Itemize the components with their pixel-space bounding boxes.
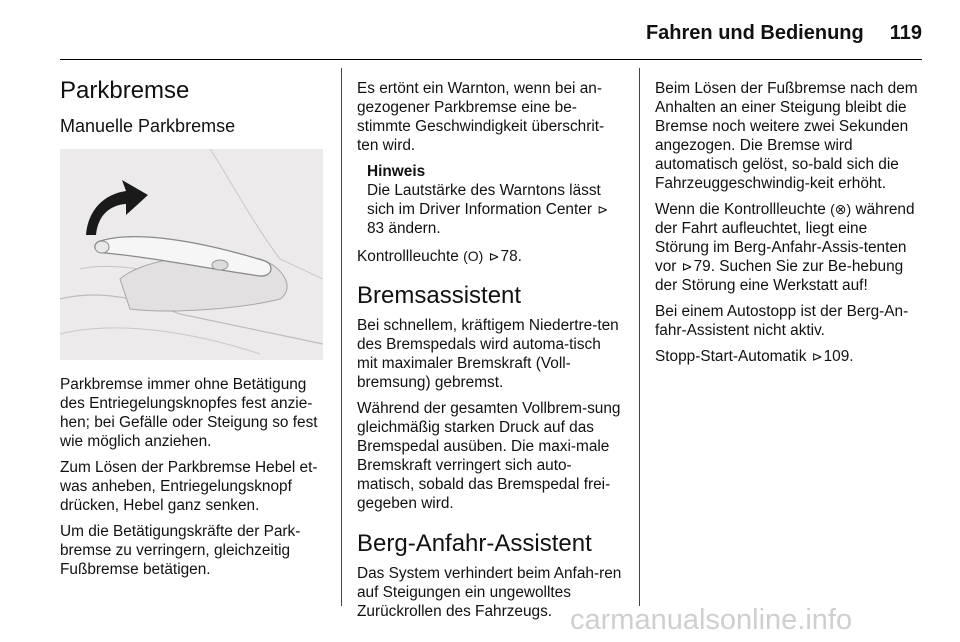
brake-warning-icon: (O) — [463, 248, 484, 264]
column-1 — [60, 68, 326, 586]
note-text — [367, 181, 625, 238]
page-reference-icon: ⊳ — [488, 249, 500, 264]
heading-berg-anfahr-assistent: Berg-Anfahr-Assistent — [357, 530, 592, 557]
paragraph-warning-light — [655, 200, 923, 295]
note-title: Hinweis — [367, 163, 426, 180]
kontrollleuchte-line — [357, 247, 625, 266]
watermark: carmanualsonline.info — [570, 604, 853, 636]
paragraph: Bei einem Autostopp ist der Berg-An-fahr-Assistent nicht aktiv. — [655, 303, 909, 339]
page-header — [646, 22, 922, 46]
paragraph: Bei schnellem, kräftigem Niedertre-ten des Bremspedals wird automa-tisch mit maximaler Bremskraft (Voll-bremsung) gebremst. — [357, 317, 619, 391]
paragraph-stopp-start — [655, 347, 923, 366]
paragraph: Beim Lösen der Fußbremse nach dem Anhalten an einer Steigung bleibt die Bremse noch weitere zwei Sekunden angezogen. Die Bremse wird automatisch gelöst, so-bald sich die Fahrzeuggeschwindig-keit erhöht. — [655, 80, 918, 192]
hill-start-assist-warning-icon: (⊗) — [830, 201, 852, 217]
text: 79. Suchen Sie zur Be-hebung der Störung eine Werkstatt auf! — [655, 258, 904, 294]
page-number: 119 — [889, 22, 922, 44]
column-divider — [341, 68, 342, 606]
label: Kontrollleuchte — [357, 248, 459, 265]
heading-parkbremse: Parkbremse — [60, 77, 190, 104]
handbrake-lever-illustration — [60, 149, 323, 360]
note-reference: 83 ändern. — [367, 220, 441, 237]
text: während der Fahrt aufleuchtet, liegt eine Störung im Berg-Anfahr-Assis-tenten vor — [655, 201, 915, 275]
paragraph: Während der gesamten Vollbrem-sung gleichmäßig starken Druck auf das Bremspedal ausüben. Die maxi-male Bremskraft verringert sich auto-matisch, sobald das Bremspedal frei-gegeben wird. — [357, 400, 621, 512]
paragraph: Es ertönt ein Warnton, wenn bei an-gezogener Parkbremse eine be-stimmte Geschwindigkeit überschrit-ten wird. — [357, 80, 605, 154]
section-title: Fahren und Bedienung — [645, 22, 864, 44]
header-rule — [60, 59, 922, 60]
page-reference: 109. — [823, 348, 854, 365]
page-reference-icon: ⊳ — [681, 259, 693, 274]
page-reference-icon: ⊳ — [811, 349, 823, 364]
text: Wenn die Kontrollleuchte — [655, 201, 826, 218]
page-reference: 78. — [500, 248, 522, 265]
subheading-manuelle-parkbremse: Manuelle Parkbremse — [60, 116, 236, 136]
column-3 — [655, 79, 923, 373]
heading-bremsassistent: Bremsassistent — [357, 282, 522, 309]
page-reference-icon: ⊳ — [597, 202, 609, 217]
note-box — [357, 162, 625, 238]
paragraph: Das System verhindert beim Anfah-ren auf Steigungen ein ungewolltes Zurückrollen des Fahrzeugs. — [357, 565, 622, 620]
paragraph: Zum Lösen der Parkbremse Hebel et-was anheben, Entriegelungsknopf drücken, Hebel ganz senken. — [60, 459, 318, 514]
paragraph: Um die Betätigungskräfte der Park-bremse zu verringern, gleichzeitig Fußbremse betätigen. — [60, 523, 301, 578]
note-body: Die Lautstärke des Warntons lässt sich im Driver Information Center — [367, 182, 601, 218]
text: Stopp-Start-Automatik — [655, 348, 807, 365]
column-2 — [357, 79, 625, 628]
column-divider — [639, 68, 640, 606]
paragraph: Parkbremse immer ohne Betätigung des Entriegelungsknopfes fest anzie-hen; bei Gefälle oder Steigung so fest wie möglich anziehen. — [60, 376, 318, 450]
